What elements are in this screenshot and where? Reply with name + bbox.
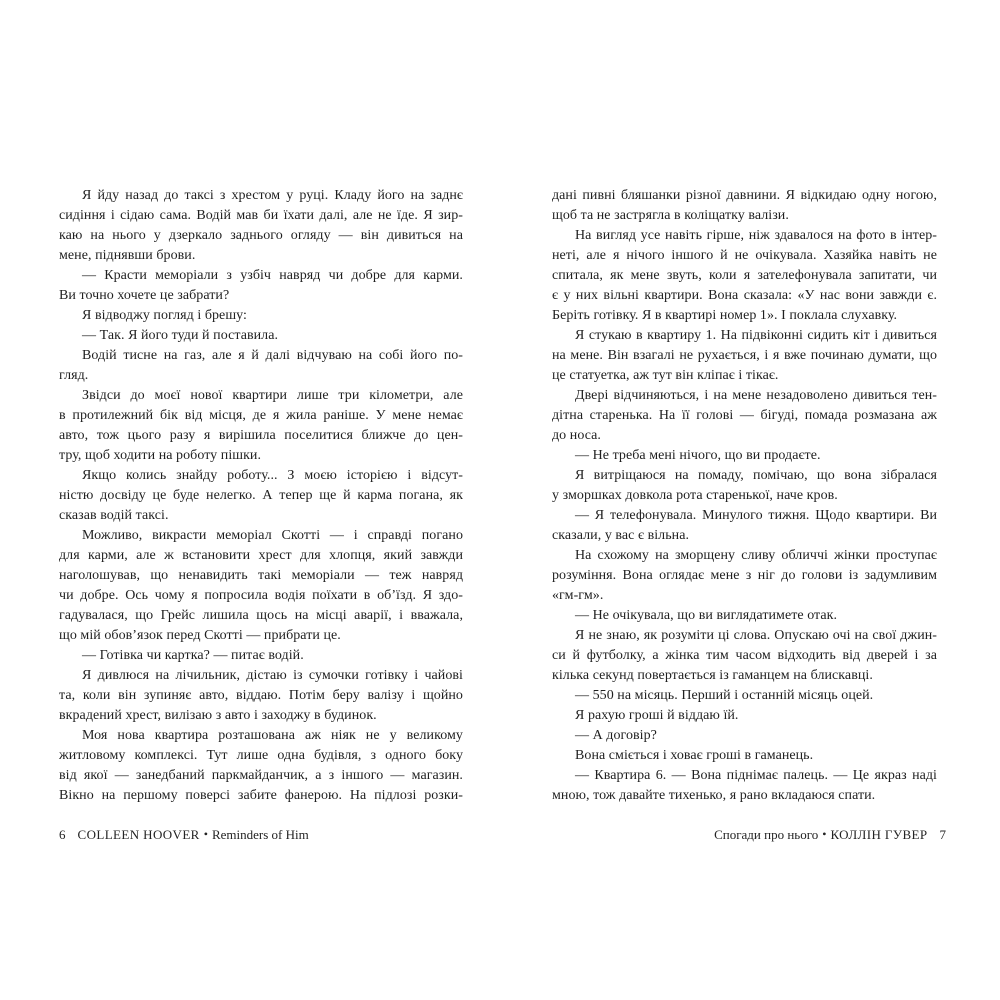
text-line: Я рахую гроші й віддаю їй. [575, 708, 739, 723]
page-right-running-footer [552, 827, 946, 843]
text-line: щоб та не застрягла в коліщатку валізи. [552, 208, 789, 223]
text-line: кілька секунд повертається із гаманцем на блискавці. [552, 668, 873, 683]
footer-book-title-translated: Спогади про нього [714, 827, 819, 842]
text-line: На вигляд усе навіть гірше, ніж здавалося на фото в інтер- [575, 228, 937, 243]
footer-separator-dot: • [203, 827, 208, 841]
text-line: Двері відчиняються, і на мене незадоволено дивиться тен- [575, 388, 937, 403]
text-line: Я витріщаюся на помаду, помічаю, що вона зібралася [575, 468, 937, 483]
page-number-left: 6 [59, 827, 66, 842]
text-line: та, коли він зупиняє авто, віддаю. Потім беру валізу і щойно [59, 688, 463, 703]
page-left-running-footer [59, 827, 463, 843]
text-line: гадувалася, що Грейс лишила щось на місці аварії, і вважала, [59, 608, 463, 623]
text-line: — Не очікувала, що ви виглядатимете отак. [575, 608, 838, 623]
page-right-body-text [552, 186, 937, 806]
text-line: до носа. [552, 428, 601, 443]
text-line: — Готівка чи картка? — питає водій. [82, 648, 304, 663]
text-line: на мене. Він взагалі не рухається, і я вже починаю думати, що [552, 348, 937, 363]
text-line: вкрадений хрест, вилізаю з авто і заходжу в будинок. [59, 708, 377, 723]
text-line: дітна старенька. На її голові — бігуді, помада розмазана аж [552, 408, 937, 423]
text-line: тру, щоб ходити на роботу пішки. [59, 448, 262, 463]
text-line: Водій тисне на газ, але я й далі відчуваю на собі його по- [82, 348, 463, 363]
text-line: — Так. Я його туди й поставила. [82, 328, 279, 343]
text-line: є у них вільні квартири. Вона сказала: «У нас вони завжди є. [552, 288, 937, 303]
footer-author-name: COLLEEN HOOVER [77, 827, 200, 842]
text-line: «гм-гм». [552, 588, 604, 603]
footer-author-name-translated: КОЛЛІН ГУВЕР [830, 827, 928, 842]
text-line: — Не треба мені нічого, що ви продаєте. [575, 448, 821, 463]
text-line: авто, тож цього разу я вирішила поселитися ближче до цен- [59, 428, 463, 443]
text-line: дані пивні бляшанки різної давнини. Я відкидаю одну ногою, [552, 188, 937, 203]
text-line: Я стукаю в квартиру 1. На підвіконні сидить кіт і дивиться [575, 328, 937, 343]
text-line: у зморшках довкола рота старенької, наче кров. [552, 488, 838, 503]
text-line: Ви точно хочете це забрати? [59, 288, 230, 303]
text-line: що мій обов’язок перед Скотті — прибрати це. [59, 628, 341, 643]
text-line: каю на нього у дзеркало заднього огляду — він дивиться на [59, 228, 463, 243]
text-line: Я відводжу погляд і брешу: [82, 308, 247, 323]
text-line: ністю досвіду це буде нелегко. А тепер ще й карма погана, як [59, 488, 463, 503]
text-line: житловому комплексі. Тут лише одна будівля, з одного боку [59, 748, 463, 763]
text-line: сидіння і сідаю сама. Водій мав би їхати далі, але не їде. Я зир- [59, 208, 463, 223]
text-line: Звідси до моєї нової квартири лише три кілометри, але [82, 388, 463, 403]
footer-book-title: Reminders of Him [211, 827, 309, 842]
text-line: си й футболку, а жінка тим часом відходить від дверей і за [552, 648, 937, 663]
text-line: — Я телефонувала. Минулого тижня. Щодо квартири. Ви [575, 508, 937, 523]
text-line: сказав водій таксі. [59, 508, 169, 523]
text-line: чи добре. Ось чому я попросила водія поїхати в об’їзд. Я здо- [59, 588, 463, 603]
text-line: Я дивлюся на лічильник, дістаю із сумочки готівку і чайові [82, 668, 463, 683]
text-line: На схожому на зморщену сливу обличчі жінки проступає [575, 548, 937, 563]
text-line: спитала, як мене звуть, коли я зателефонувала запитати, чи [552, 268, 937, 283]
page-number-right: 7 [939, 827, 946, 842]
text-line: — 550 на місяць. Перший і останній місяць оцей. [575, 688, 874, 703]
footer-separator-dot: • [822, 827, 827, 841]
text-line: гляд. [59, 368, 89, 383]
text-line: Вона сміється і ховає гроші в гаманець. [575, 748, 814, 763]
text-line: розуміння. Вона оглядає мене з ніг до голови із задумливим [552, 568, 937, 583]
text-line: неті, але я нічого іншого й не очікувала. Хазяйка навіть не [552, 248, 937, 263]
text-line: — Квартира 6. — Вона піднімає палець. — Це якраз наді [575, 768, 937, 783]
text-line: сказали, у вас є вільна. [552, 528, 690, 543]
text-line: Якщо колись знайду роботу... З моєю історією і відсут- [82, 468, 463, 483]
text-line: це статуетка, аж тут він кліпає і тікає. [552, 368, 779, 383]
text-line: — А договір? [575, 728, 657, 743]
text-line: для карми, але ж встановити хрест для хлопця, який завжди [59, 548, 463, 563]
text-line: Моя нова квартира розташована аж ніяк не у великому [82, 728, 463, 743]
text-line: Беріть готівку. Я в квартирі номер 1». І поклала слухавку. [552, 308, 898, 323]
text-line: мене, піднявши брови. [59, 248, 196, 263]
page-left-body-text [59, 186, 463, 806]
text-line: Можливо, викрасти меморіал Скотті — і справді погано [82, 528, 463, 543]
text-line: від якої — занедбаний паркмайданчик, а з іншого — магазин. [59, 768, 463, 783]
text-line: в протилежний бік від місця, де я жила раніше. У мене немає [59, 408, 463, 423]
text-line: наголошував, що ненавидить такі меморіали — теж навряд [59, 568, 463, 583]
text-line: мною, тож давайте тихенько, я рано вкладаюся спати. [552, 788, 876, 803]
text-line: Я йду назад до таксі з хрестом у руці. Кладу його на заднє [82, 188, 463, 203]
text-line: Я не знаю, як розуміти ці слова. Опускаю очі на свої джин- [575, 628, 937, 643]
text-line: — Красти меморіали з узбіч навряд чи добре для карми. [82, 268, 463, 283]
text-line: Вікно на першому поверсі забите фанерою. На підлозі розки- [59, 788, 463, 803]
